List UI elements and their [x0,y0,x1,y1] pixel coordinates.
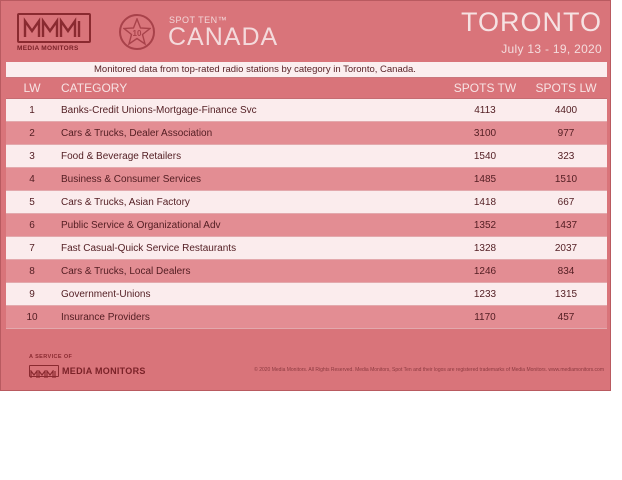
table-header [6,78,607,99]
table-row [6,283,607,306]
country-title: CANADA [168,23,279,51]
table-row [6,168,607,191]
table-body [6,99,607,329]
spot-ten-label: SPOT TEN™ [169,15,228,25]
cell-spots-tw: 1540 [473,150,497,162]
cell-spots-tw: 3100 [473,127,497,139]
cell-lw: 3 [29,150,35,162]
cell-lw: 4 [29,173,35,185]
media-monitors-logo [17,13,93,53]
table-row [6,214,607,237]
cell-category: Cars & Trucks, Local Dealers [61,265,191,277]
cell-spots-lw: 1315 [554,288,578,300]
cell-spots-lw: 667 [557,196,575,208]
media-monitors-logo-icon [17,13,91,43]
cell-spots-tw: 1170 [474,311,496,323]
table-row [6,122,607,145]
city-title: TORONTO [460,7,602,37]
footer-logo-icon [29,365,59,377]
col-header-spots-tw: SPOTS TW [453,81,517,95]
footer-logo [29,365,146,377]
cell-category: Insurance Providers [61,311,150,323]
table-row [6,145,607,168]
cell-spots-tw: 1485 [473,173,497,185]
cell-category: Banks-Credit Unions-Mortgage-Finance Svc [61,104,257,116]
cell-lw: 2 [29,127,35,139]
table-row [6,260,607,283]
cell-category: Business & Consumer Services [61,173,202,185]
description-bar: Monitored data from top-rated radio stations by category in Toronto, Canada. [6,62,607,78]
cell-spots-lw: 457 [557,311,575,323]
table-row [6,99,607,122]
service-label: A SERVICE OF [29,354,73,360]
cell-spots-tw: 1233 [473,288,497,300]
logo-text: MEDIA MONITORS [17,45,79,52]
cell-lw: 7 [29,242,35,254]
spot-ten-badge [119,14,155,50]
cell-lw: 9 [29,288,35,300]
cell-lw: 10 [26,311,38,323]
badge-number: 10 [132,28,142,38]
cell-spots-lw: 1437 [554,219,578,231]
cell-spots-lw: 834 [557,265,575,277]
cell-spots-tw: 4113 [474,104,496,116]
col-header-lw: LW [23,81,41,95]
col-header-spots-lw: SPOTS LW [535,81,597,95]
cell-category: Food & Beverage Retailers [61,150,182,162]
cell-category: Government-Unions [61,288,151,300]
cell-category: Cars & Trucks, Dealer Association [61,127,213,139]
copyright-text: © 2020 Media Monitors. All Rights Reserved. Media Monitors, Spot Ten and their logos are registered trademarks of Media Monitors. www.mediamonitors.com [254,367,604,373]
cell-lw: 5 [29,196,35,208]
cell-lw: 1 [29,104,35,116]
table-row [6,306,607,329]
cell-spots-lw: 1510 [554,173,578,185]
cell-category: Cars & Trucks, Asian Factory [61,196,190,208]
cell-spots-tw: 1328 [473,242,497,254]
cell-spots-lw: 323 [557,150,575,162]
cell-lw: 6 [29,219,35,231]
cell-lw: 8 [29,265,35,277]
cell-spots-lw: 2037 [554,242,578,254]
cell-category: Public Service & Organizational Adv [61,219,221,231]
footer-logo-text: MEDIA MONITORS [62,366,146,376]
cell-spots-lw: 977 [557,127,575,139]
cell-spots-tw: 1246 [473,265,497,277]
table-row [6,191,607,214]
cell-category: Fast Casual-Quick Service Restaurants [61,242,237,254]
cell-spots-tw: 1352 [473,219,497,231]
col-header-category: CATEGORY [61,81,128,95]
cell-spots-lw: 4400 [554,104,578,116]
table-row [6,237,607,260]
category-table [6,78,607,329]
cell-spots-tw: 1418 [473,196,497,208]
date-range: July 13 - 19, 2020 [501,42,602,56]
